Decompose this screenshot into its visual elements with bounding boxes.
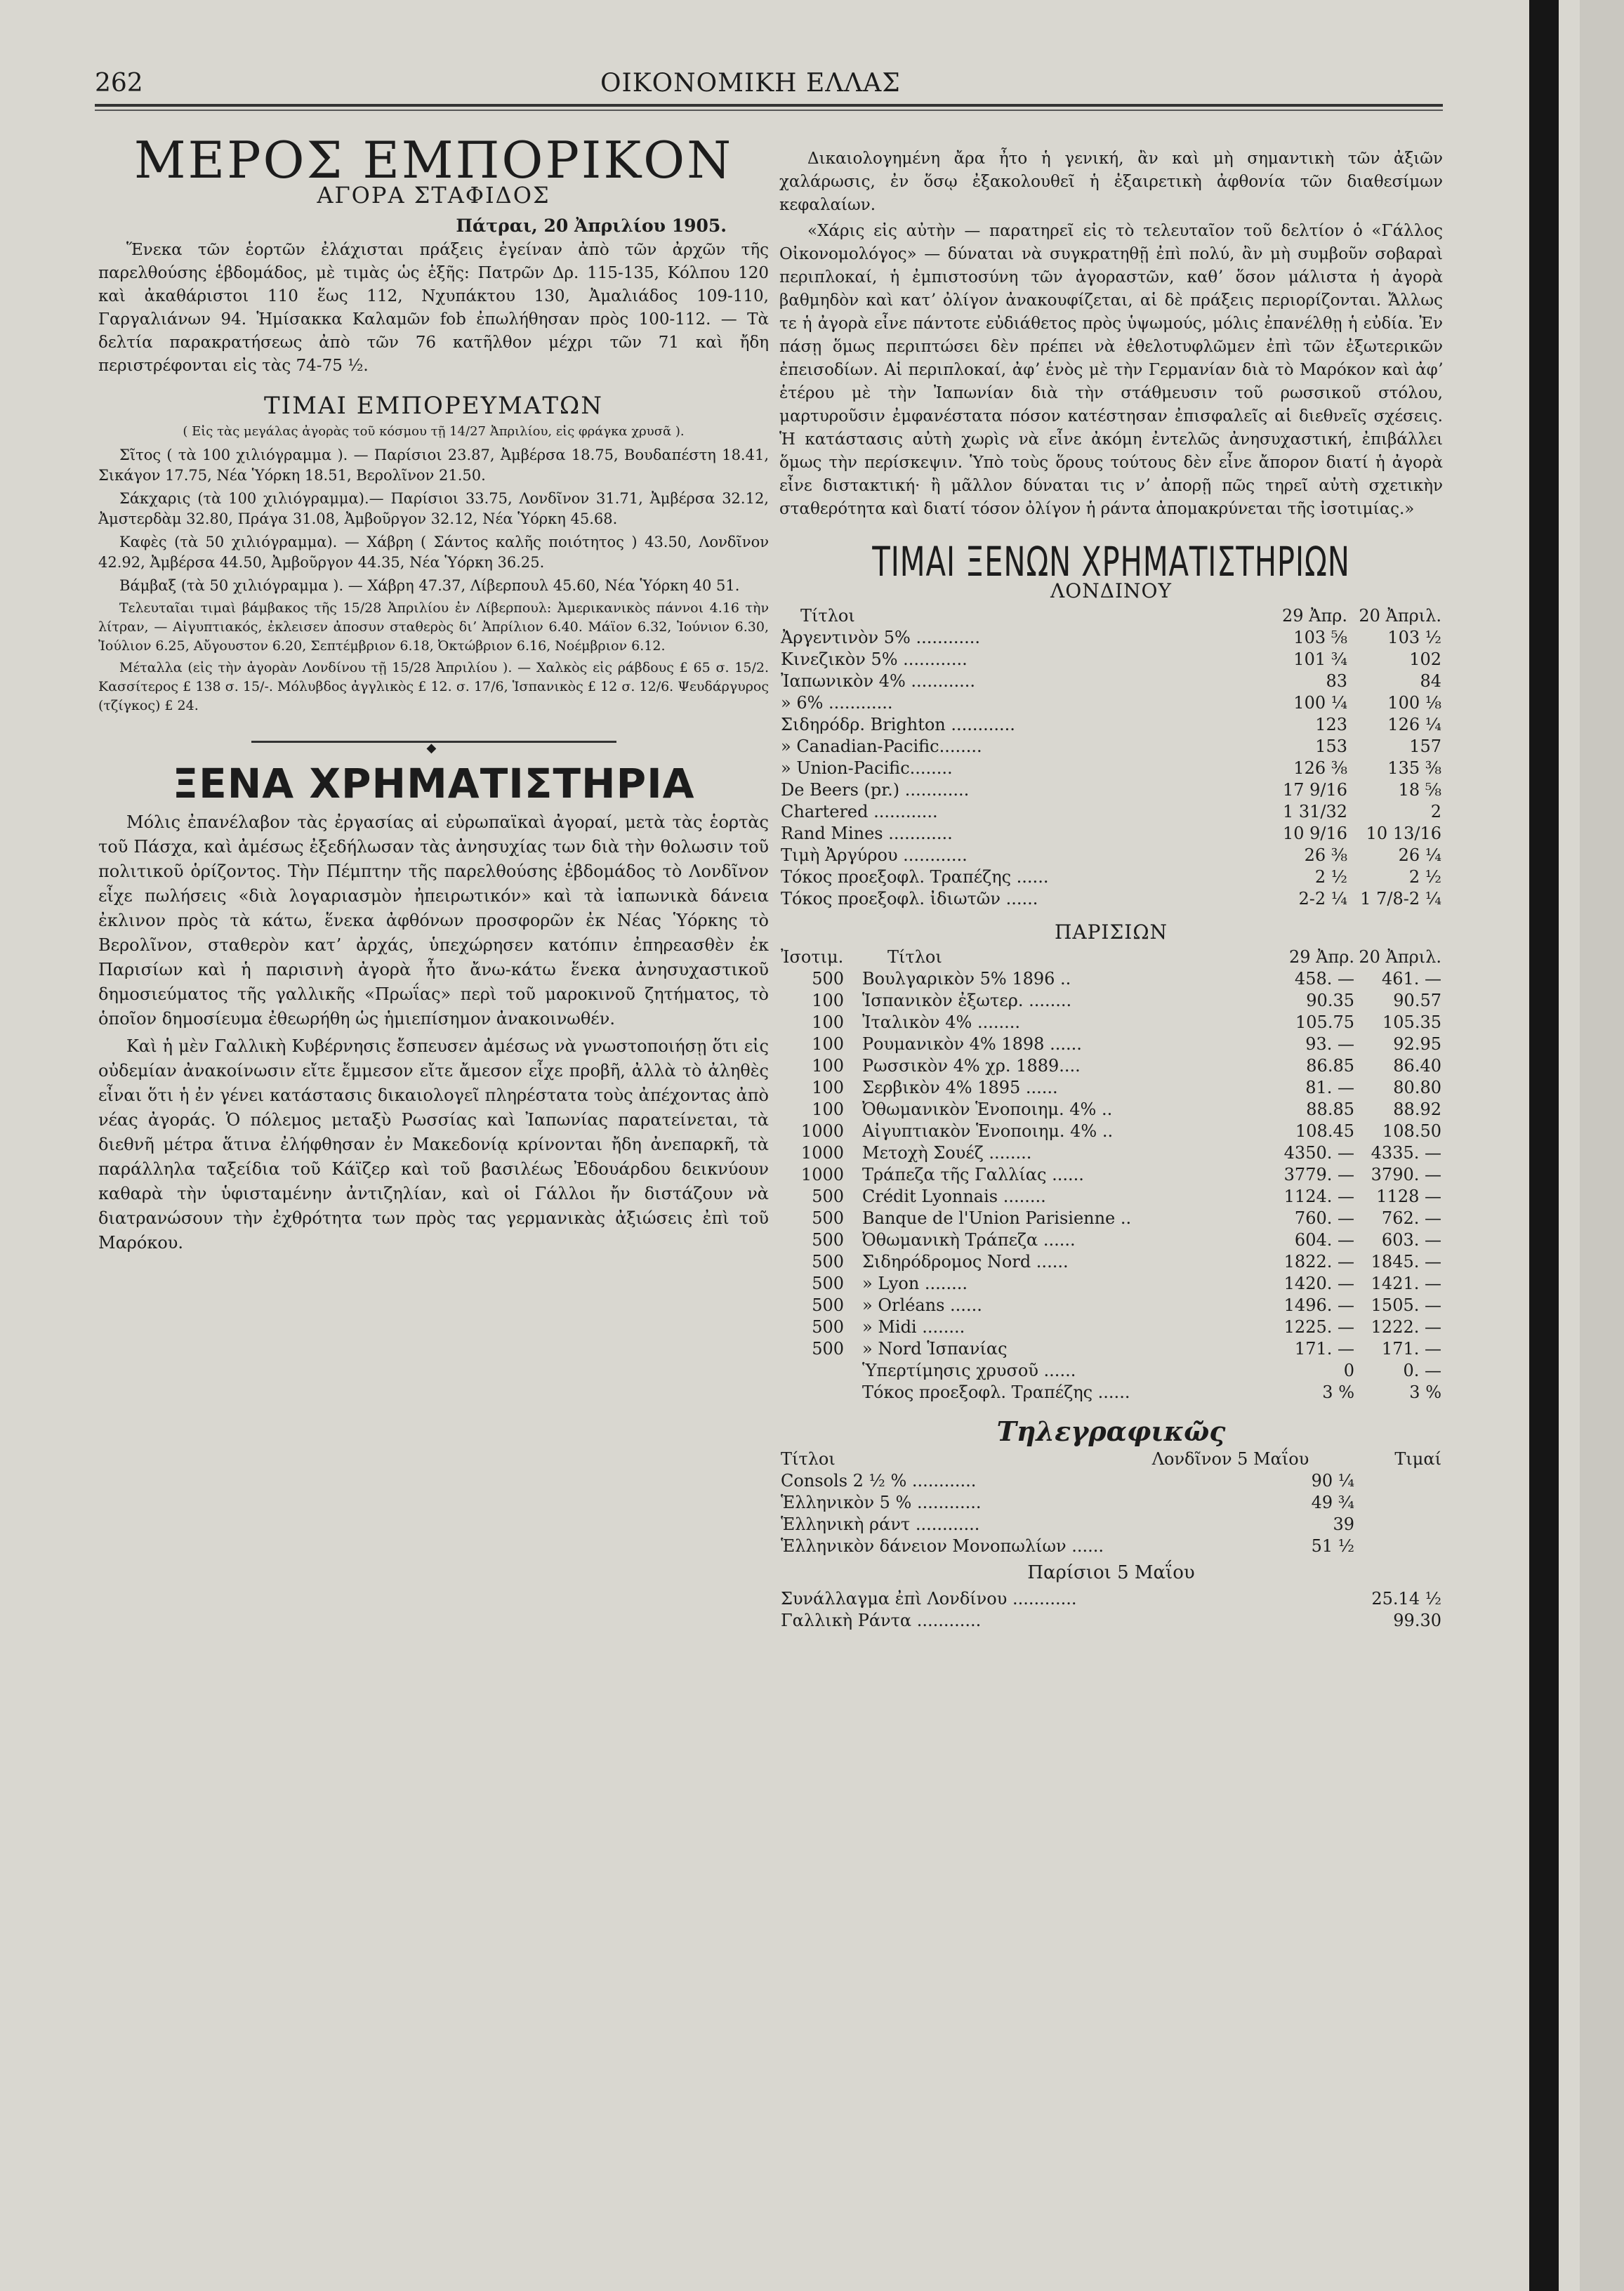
table-cell: Crédit Lyonnais ........ — [862, 1187, 1046, 1206]
table-cell: 1 31/32 — [1282, 802, 1347, 821]
column-header: Τίτλοι — [800, 606, 855, 626]
table-cell: 153 — [1315, 737, 1347, 756]
table-row — [779, 1360, 1443, 1382]
table-cell: Ἑλληνικὸν δάνειον Μονοπωλίων ...... — [781, 1536, 1104, 1556]
commodities-note: ( Εἰς τὰς μεγάλας ἀγορὰς τοῦ κόσμου τῇ 14/27 Ἀπριλίου, εἰς φράγκα χρυσᾶ ). — [183, 424, 685, 439]
table-cell: 83 — [1326, 671, 1347, 691]
table-cell: 105.75 — [1295, 1012, 1354, 1032]
table-row — [779, 758, 1443, 779]
table-cell: 603. — — [1381, 1230, 1441, 1250]
table-cell: 1845. — — [1371, 1252, 1441, 1272]
table-row — [779, 845, 1443, 866]
table-cell: De Beers (pr.) ............ — [781, 780, 970, 800]
table-cell: 1421. — — [1371, 1274, 1441, 1293]
table-row — [779, 1055, 1443, 1077]
table-row — [779, 714, 1443, 736]
table-cell: » Orléans ...... — [862, 1295, 982, 1315]
table-cell: 500 — [812, 1252, 844, 1272]
table-cell: 100 — [812, 1056, 844, 1076]
foreign-exchanges-heading: ΞΕΝΑ ΧΡΗΜΑΤΙΣΤΗΡΙΑ — [172, 760, 695, 807]
table-cell: 1822. — — [1283, 1252, 1354, 1272]
table-cell: 1000 — [800, 1165, 844, 1184]
continued-paragraph: Δικαιολογημένη ἄρα ἦτο ἡ γενική, ἂν καὶ μὴ σημαντικὴ τῶν ἀξιῶν χαλάρωσις, ἐν ὅσῳ ἐξακολουθεῖ ἡ ἐξαιρετικὴ ἀφθονία τῶν διαθεσίμων κεφαλαίων. — [779, 150, 1443, 214]
table-row — [779, 1316, 1443, 1338]
telegraph-paris-title: Παρίσιοι 5 Μαΐου — [1027, 1562, 1195, 1583]
table-cell: 500 — [812, 1187, 844, 1206]
table-cell: 123 — [1315, 715, 1347, 734]
table-row — [779, 736, 1443, 758]
table-cell — [779, 1360, 845, 1382]
table-cell: 500 — [812, 1295, 844, 1315]
table-cell: Σιδηρόδρ. Brighton ............ — [781, 715, 1015, 734]
book-edge — [1580, 0, 1624, 2291]
table-row — [779, 1077, 1443, 1099]
left-column — [98, 119, 769, 1258]
table-cell: 3790. — — [1371, 1165, 1441, 1184]
table-row — [779, 1012, 1443, 1034]
table-cell: 0. — — [1403, 1361, 1441, 1380]
table-cell: 3 % — [1322, 1382, 1354, 1402]
table-row — [779, 671, 1443, 692]
table-row — [779, 1514, 1443, 1536]
cotton-latest-prices: Τελευταῖαι τιμαὶ βάμβακος τῆς 15/28 Ἀπριλίου ἐν Λίβερπουλ: Ἀμερικανικὸς πάννοι 4.16 τὴν λίτραν, — Αἰγυπτιακός, ἐκλεισεν ἀποσυν σταθερὸς διʼ Ἀπρίλιον 6.40. Μάϊον 6.32, Ἰούνιον 6.30, Ἰούλιον 6.25, Αὔγουστον 6.20, Σεπτέμβριον 6.18, Ὀκτώβριον 6.16, Νοέμβριον 6.12. — [98, 600, 769, 654]
table-row — [779, 990, 1443, 1012]
table-cell: 108.50 — [1382, 1121, 1441, 1141]
table-cell: Κινεζικὸν 5% ............ — [781, 649, 968, 669]
london-price-table — [779, 605, 1443, 910]
table-cell: 135 ⅜ — [1387, 758, 1441, 778]
table-row — [779, 692, 1443, 714]
table-cell: 103 ½ — [1387, 628, 1441, 647]
table-cell: Ἀργεντινὸν 5% ............ — [781, 628, 981, 647]
right-column — [779, 119, 1443, 1632]
table-row — [779, 1142, 1443, 1164]
page-header — [95, 62, 1443, 104]
table-cell: 88.92 — [1393, 1100, 1441, 1119]
table-cell: 100 ⅛ — [1387, 693, 1441, 713]
table-cell: Γαλλικὴ Ράντα ............ — [781, 1611, 982, 1630]
table-row — [779, 627, 1443, 649]
section-title: ΜΕΡΟΣ ΕΜΠΟΡΙΚΟΝ — [133, 131, 734, 190]
table-row — [779, 1470, 1443, 1492]
table-cell: 1000 — [800, 1143, 844, 1163]
table-row — [779, 649, 1443, 671]
foreign-exchanges-paragraph-1: Μόλις ἐπανέλαβον τὰς ἐργασίας αἱ εὐρωπαϊκαὶ ἀγοραί, μετὰ τὰς ἑορτὰς τοῦ Πάσχα, καὶ ἀμέσως ἐξεδήλωσαν τὰς ἀνησυχίας των διὰ τὴν θολωσιν τοῦ πολιτικοῦ ὁρίζοντος. Τὴν Πέμπτην τῆς παρελθούσης ἑβδομάδος τὸ Λονδῖνον εἶχε πωλήσεις «διὰ λογαριασμὸν ἠπειρωτικόν» καὶ τὰ ἰαπωνικὰ δάνεια ἐκλινον πρὸς τὰ κάτω, ἕνεκα ἀφθόνων προσφορῶν ἐκ Νέας Ὑόρκης τὸ Βερολῖνον, σταθερὸν κατʼ ἀρχάς, ὑπεχώρησεν κατόπιν ἐπηρεασθὲν ἐκ Παρισίων καὶ ἡ παρισινὴ ἀγορὰ ἦτο ἄνω-κάτω ἕνεκα ἀνησυχαστικοῦ δημοσιεύματος τῆς γαλλικῆς «Πρωΐας» περὶ τοῦ μαροκινοῦ ζητήματος, τὸ ὁποῖον δημοσίευμα ἐθεωρήθη ὡς ἡμιεπίσημον ἀνακοινωθέν. — [98, 812, 769, 1029]
table-cell: 3 % — [1409, 1382, 1441, 1402]
table-cell: 108.45 — [1295, 1121, 1354, 1141]
table-cell: 1124. — — [1283, 1187, 1354, 1206]
raisin-market-heading: ΑΓΟΡΑ ΣΤΑΦΙΔΟΣ — [317, 182, 550, 209]
table-row — [779, 866, 1443, 888]
header-rule-thin — [95, 110, 1443, 111]
table-cell: 2 ½ — [1314, 867, 1347, 887]
table-cell: Τράπεζα τῆς Γαλλίας ...... — [862, 1165, 1084, 1184]
column-header: Ἰσοτιμ. — [781, 947, 844, 967]
table-cell: Ἑλληνικὸν 5 % ............ — [781, 1493, 982, 1512]
table-cell: 84 — [1420, 671, 1441, 691]
table-cell: 458. — — [1294, 969, 1354, 989]
raisin-dateline: Πάτραι, 20 Ἀπριλίου 1905. — [456, 216, 727, 236]
table-cell: 4335. — — [1371, 1143, 1441, 1163]
table-cell: 99.30 — [1393, 1611, 1441, 1630]
table-cell: 126 ⅜ — [1293, 758, 1347, 778]
column-header: 29 Ἀπρ. — [1288, 947, 1354, 967]
table-cell: 100 — [812, 1100, 844, 1119]
table-cell: 1 7/8-2 ¼ — [1360, 889, 1441, 909]
table-cell: Consols 2 ½ % ............ — [781, 1471, 977, 1491]
table-cell: Ρωσσικὸν 4% χρ. 1889.... — [862, 1056, 1081, 1076]
table-cell: 1128 — — [1376, 1187, 1441, 1206]
table-cell: 171. — — [1294, 1339, 1354, 1359]
table-row — [779, 1492, 1443, 1514]
table-cell: » 6% ............ — [781, 693, 893, 713]
table-row — [779, 1536, 1443, 1557]
cotton-prices: Βάμβαξ (τὰ 50 χιλιόγραμμα ). — Χάβρη 47.37, Λίβερπουλ 45.60, Νέα Ὑόρκη 40 51. — [119, 577, 740, 594]
table-cell: » Nord Ἱσπανίας — [862, 1339, 1008, 1359]
telegraph-paris-rows — [779, 1588, 1443, 1632]
raisin-text: Ἕνεκα τῶν ἑορτῶν ἐλάχισται πράξεις ἐγείναν ἀπὸ τῶν ἀρχῶν τῆς παρελθούσης ἑβδομάδος, μὲ τιμὰς ὡς ἑξῆς: Πατρῶν Δρ. 115-135, Κόλπου 120 καὶ ἀκαθάριστοι 110 ἕως 112, Νχυπάκτου 130, Ἀμαλιάδος 109-110, Γαργαλιάνων 94. Ἡμίσακκα Καλαμῶν fob ἐπωλήθησαν πρὸς 100-112. — Τὰ δελτία παρακρατήσεως ἀπὸ τῶν 76 κατῆλθον μέχρι τῶν 71 καὶ ἤδη περιστρέφονται εἰς τὰς 74-75 ½. — [98, 241, 769, 375]
table-cell: Ρουμανικὸν 4% 1898 ...... — [862, 1034, 1082, 1054]
table-cell: » Union-Pacific........ — [781, 758, 953, 778]
commodities-heading: ΤΙΜΑΙ ΕΜΠΟΡΕΥΜΑΤΩΝ — [264, 392, 603, 420]
table-cell: 760. — — [1294, 1208, 1354, 1228]
table-row — [779, 1099, 1443, 1121]
table-row — [779, 1186, 1443, 1208]
table-cell: 157 — [1409, 737, 1441, 756]
table-cell: Ὑπερτίμησις χρυσοῦ ...... — [862, 1361, 1076, 1380]
table-cell: 88.85 — [1306, 1100, 1354, 1119]
table-header-row — [779, 946, 1443, 968]
table-row — [779, 1034, 1443, 1055]
table-cell: Τόκος προεξοφλ. ἰδιωτῶν ...... — [781, 889, 1038, 909]
table-cell: 100 — [812, 1012, 844, 1032]
table-cell: 92.95 — [1393, 1034, 1441, 1054]
table-cell: 103 ⅝ — [1293, 628, 1347, 647]
table-cell: 90.57 — [1393, 991, 1441, 1010]
table-cell: 80.80 — [1393, 1078, 1441, 1097]
table-cell: 2 — [1430, 802, 1441, 821]
table-row — [779, 779, 1443, 801]
table-cell: 2-2 ¼ — [1298, 889, 1347, 909]
telegraph-london-rows — [779, 1470, 1443, 1557]
table-cell: Σερβικὸν 4% 1895 ...... — [862, 1078, 1058, 1097]
table-cell: 500 — [812, 1339, 844, 1359]
table-cell: 17 9/16 — [1282, 780, 1347, 800]
coffee-prices: Καφὲς (τὰ 50 χιλιόγραμμα). — Χάβρη ( Σάντος καλῆς ποιότητος ) 43.50, Λονδῖνον 42.92, Ἀμβέρσα 44.50, Ἀμβοῦργον 44.35, Νέα Ὑόρκη 36.25. — [98, 534, 769, 571]
table-cell: Ὀθωμανικὴ Τράπεζα ...... — [862, 1230, 1076, 1250]
table-row — [779, 1273, 1443, 1295]
table-row — [779, 968, 1443, 990]
table-cell: 105.35 — [1382, 1012, 1441, 1032]
table-cell: 26 ⅜ — [1304, 845, 1347, 865]
book-gutter-shadow — [1529, 0, 1559, 2291]
table-cell: 2 ½ — [1408, 867, 1441, 887]
table-cell: 762. — — [1381, 1208, 1441, 1228]
table-cell: 0 — [1343, 1361, 1354, 1380]
sugar-prices: Σάκχαρις (τὰ 100 χιλιόγραμμα).— Παρίσιοι 33.75, Λονδῖνον 31.71, Ἀμβέρσα 32.12, Ἀμστερδὰμ 32.80, Πράγα 31.08, Ἀμβοῦργον 32.12, Νέα Ὑόρκη 45.68. — [98, 490, 769, 527]
table-cell: Ἰταλικὸν 4% ........ — [862, 1012, 1021, 1032]
table-cell: 18 ⅝ — [1398, 780, 1441, 800]
london-rows — [779, 627, 1443, 910]
table-cell: 93. — — [1305, 1034, 1354, 1054]
table-cell: 604. — — [1294, 1230, 1354, 1250]
london-table-title: ΛΟΝΔΙΝΟΥ — [1050, 579, 1172, 602]
table-cell: Ἑλληνικὴ ράντ ............ — [781, 1514, 980, 1534]
foreign-exchanges-paragraph-2: Καὶ ἡ μὲν Γαλλικὴ Κυβέρνησις ἔσπευσεν ἀμέσως νὰ γνωστοποιήσῃ ὅτι εἰς οὐδεμίαν ἀνακοίνωσιν εἴτε ἔμμεσον εἴτε ἄμεσον εἶχε προβῆ, ἀλλὰ τὸ ἀληθὲς εἶναι ὅτι ἡ ἐν γένει κατάστασις δικαιολογεῖ πληρέστατα τοὺς ἀπέχοντας ἀπὸ νέας ἀγοράς. Ὁ πόλεμος μεταξὺ Ρωσσίας καὶ Ἰαπωνίας παρατείνεται, τὰ διεθνῆ μέτρα ἅτινα ἐλήφθησαν ἐν Μακεδονίᾳ κρίνονται ἤδη ἀνεπαρκῆ, τὰ παράλληλα ταξείδια τοῦ Κάϊζερ καὶ τοῦ βασιλέως Ἐδουάρδου δεικνύουν καθαρὰ τὴν ὑφισταμένην ἀντιζηλίαν, καὶ οἱ Γάλλοι ἤν διστάζουν νὰ διατρανώσουν τὴν ἐχθρότητα των πρὸς τας γερμανικὰς ἀξιώσεις ἐπὶ τοῦ Μαρόκου. — [98, 1036, 769, 1253]
table-cell: Ἱσπανικὸν ἐξωτερ. ........ — [862, 991, 1072, 1010]
table-cell: 4350. — — [1283, 1143, 1354, 1163]
column-header: 20 Ἀπριλ. — [1359, 606, 1441, 626]
table-row — [779, 1382, 1443, 1404]
table-cell: 1505. — — [1371, 1295, 1441, 1315]
table-cell: 1496. — — [1283, 1295, 1354, 1315]
table-row — [779, 1208, 1443, 1229]
section-divider — [251, 741, 616, 755]
table-cell: 25.14 ½ — [1371, 1589, 1441, 1609]
table-cell: 1225. — — [1283, 1317, 1354, 1337]
metal-prices: Μέταλλα (εἰς τὴν ἀγορὰν Λονδίνου τῇ 15/28 Ἀπριλίου ). — Χαλκὸς εἰς ράβδους £ 65 σ. 15/2. Κασσίτερος £ 138 σ. 15/-. Μόλυβδος ἀγγλικὸς £ 12. σ. 17/6, Ἱσπανικὸς £ 12 σ. 12/6. Ψευδάργυρος (τζίγκος) £ 24. — [98, 660, 769, 713]
wheat-prices: Σῖτος ( τὰ 100 χιλιόγραμμα ). — Παρίσιοι 23.87, Ἀμβέρσα 18.75, Βουδαπέστη 18.41, Σικάγον 17.75, Νέα Ὑόρκη 18.51, Βερολῖνον 21.50. — [98, 447, 769, 484]
table-cell: 1420. — — [1283, 1274, 1354, 1293]
table-row — [779, 823, 1443, 845]
column-header: Τίτλοι — [781, 1449, 836, 1469]
table-cell: 1222. — — [1371, 1317, 1441, 1337]
table-cell: 26 ¼ — [1398, 845, 1441, 865]
table-header-row — [779, 1448, 1443, 1470]
table-cell: 461. — — [1381, 969, 1441, 989]
table-cell: 500 — [812, 1230, 844, 1250]
table-row — [779, 1229, 1443, 1251]
table-cell: 3779. — — [1283, 1165, 1354, 1184]
table-cell: 86.40 — [1393, 1056, 1441, 1076]
table-cell: » Canadian-Pacific........ — [781, 737, 982, 756]
table-cell: 39 — [1333, 1514, 1354, 1534]
table-row — [779, 1338, 1443, 1360]
paris-table-title: ΠΑΡΙΣΙΩΝ — [1054, 920, 1168, 944]
telegraph-paris-table — [779, 1588, 1443, 1632]
table-cell: » Midi ........ — [862, 1317, 965, 1337]
table-cell: Βουλγαρικὸν 5% 1896 .. — [862, 969, 1071, 989]
paris-price-table — [779, 946, 1443, 1404]
running-title: ΟΙΚΟΝΟΜΙΚΗ ΕΛΛΑΣ — [600, 69, 901, 98]
telegraph-london-table — [779, 1448, 1443, 1557]
table-row — [779, 1588, 1443, 1610]
table-cell: 102 — [1409, 649, 1441, 669]
table-cell: 1000 — [800, 1121, 844, 1141]
table-row — [779, 888, 1443, 910]
table-cell: 90 ¼ — [1311, 1471, 1354, 1491]
table-cell: 90.35 — [1306, 991, 1354, 1010]
table-cell: 100 — [812, 1078, 844, 1097]
table-cell: Τιμὴ Ἀργύρου ............ — [781, 845, 968, 865]
table-cell: 171. — — [1381, 1339, 1441, 1359]
table-cell: 86.85 — [1306, 1056, 1354, 1076]
table-cell: 126 ¼ — [1387, 715, 1441, 734]
table-cell: Τόκος προεξοφλ. Τραπέζης ...... — [862, 1382, 1130, 1402]
table-cell: 100 — [812, 991, 844, 1010]
table-row — [779, 1610, 1443, 1632]
table-row — [779, 1251, 1443, 1273]
table-row — [779, 801, 1443, 823]
table-row — [779, 1121, 1443, 1142]
table-cell: Συνάλλαγμα ἐπὶ Λονδίνου ............ — [781, 1589, 1077, 1609]
table-cell: 49 ¾ — [1311, 1493, 1354, 1512]
table-cell: Ὀθωμανικὸν Ἑνοποιημ. 4% .. — [862, 1100, 1113, 1119]
table-cell: Σιδηρόδρομος Nord ...... — [862, 1252, 1069, 1272]
table-cell: 101 ¾ — [1293, 649, 1347, 669]
table-row — [779, 1295, 1443, 1316]
column-header: Λονδῖνον 5 Μαΐου — [1151, 1449, 1309, 1469]
telegraph-heading: Τηλεγραφικῶς — [996, 1415, 1226, 1447]
table-cell: 10 13/16 — [1366, 824, 1441, 843]
table-cell: 100 — [812, 1034, 844, 1054]
table-cell — [779, 1382, 845, 1404]
table-cell: 500 — [812, 1317, 844, 1337]
foreign-exchange-prices-heading: ΤΙΜΑΙ ΞΕΝΩΝ ΧΡΗΜΑΤΙΣΤΗΡΙΩΝ — [872, 538, 1350, 586]
divider-ornament: ◆ — [426, 741, 437, 755]
table-cell: Μετοχὴ Σουέζ ........ — [862, 1143, 1032, 1163]
column-header: Τίτλοι — [887, 947, 942, 967]
table-row — [779, 1164, 1443, 1186]
table-cell: Rand Mines ............ — [781, 824, 953, 843]
table-cell: Ἰαπωνικὸν 4% ............ — [781, 671, 975, 691]
column-header: Τιμαί — [1394, 1449, 1441, 1469]
table-cell: Chartered ............ — [781, 802, 938, 821]
table-header-row — [779, 605, 1443, 627]
header-rule — [95, 104, 1443, 107]
table-cell: 500 — [812, 1208, 844, 1228]
table-cell: » Lyon ........ — [862, 1274, 968, 1293]
page-number: 262 — [95, 69, 143, 98]
quoted-paragraph: «Χάρις εἰς αὐτὴν — παρατηρεῖ εἰς τὸ τελευταῖον τοῦ δελτίον ὁ «Γάλλος Οἰκονομολόγος» — δύναται νὰ συγκρατηθῇ ἐπὶ πολύ, ἂν μὴ συμβοῦν σοβαραὶ περιπλοκαί, ἡ ἐμπιστοσύνη τῶν ἀγοραστῶν, καθʼ ὅσον μάλιστα ἡ ἀγορὰ βαθμηδὸν καὶ κατʼ ὀλίγον ἀνακουφίζεται, αἱ δὲ πράξεις περιορίζονται. Ἄλλως τε ἡ ἀγορὰ εἶνε πάντοτε εὐδιάθετος πρὸς ὑψωμούς, μόλις ἐπανέλθῃ ἡ εὐδία. Ἐν πάσῃ ὅμως περιπτώσει δὲν πρέπει νὰ ἐθελοτυφλῶμεν ἐπὶ τῶν ἐξωτερικῶν ἐπεισοδίων. Αἱ περιπλοκαί, ἀφʼ ἑνὸς μὲ τὴν Γερμανίαν διὰ τὸ Μαρόκον καὶ ἀφʼ ἑτέρου μὲ τὴν Ἰαπωνίαν διὰ τὴν στάθμευσιν τοῦ ρωσσικοῦ στόλου, μαρτυροῦσιν ἐμφανέστατα πόσον κατέστησαν ἐπισφαλεῖς αἱ διεθνεῖς σχέσεις. Ἡ κατάστασις αὐτὴ χωρὶς νὰ εἶνε ἀκόμη ἐντελῶς ἀνησυχαστική, ἐπιβάλλει ὅμως τὴν περίσκεψιν. Ὑπὸ τοὺς ὅρους τούτους δὲν εἶνε ἄπορον διατί ἡ ἀγορὰ εἶνε διστακτική· ἢ μᾶλλον δύναται τις νʼ ἀπορῇ πῶς τηρεῖ αὐτὴ σχετικὴν σταθερότητα καὶ διατί τόσον ὀλίγον ἡ ράντα ἀπομακρύνεται τῆς ἰσοτιμίας.» — [779, 222, 1443, 518]
table-cell: 500 — [812, 1274, 844, 1293]
table-cell: 10 9/16 — [1282, 824, 1347, 843]
table-cell: 100 ¼ — [1293, 693, 1347, 713]
table-cell: 500 — [812, 969, 844, 989]
table-cell: 51 ½ — [1311, 1536, 1354, 1556]
table-cell: Τόκος προεξοφλ. Τραπέζης ...... — [781, 867, 1049, 887]
table-cell: Banque de l'Union Parisienne .. — [862, 1208, 1132, 1228]
column-header: 29 Ἀπρ. — [1281, 606, 1347, 626]
column-header: 20 Ἀπριλ. — [1359, 947, 1441, 967]
paris-rows — [779, 968, 1443, 1404]
table-cell: Αἰγυπτιακὸν Ἑνοποιημ. 4% .. — [862, 1121, 1114, 1141]
table-cell: 81. — — [1305, 1078, 1354, 1097]
